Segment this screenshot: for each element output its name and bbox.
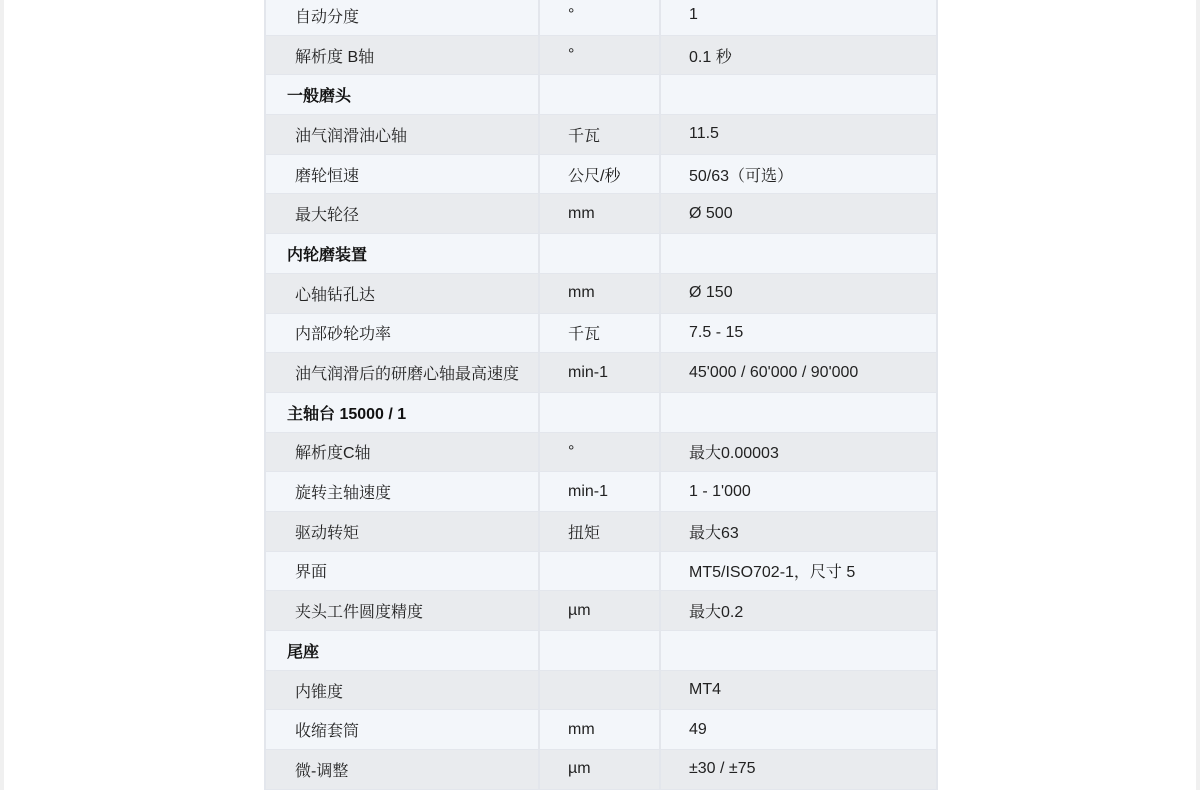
spec-unit-cell [539,670,660,710]
spec-value-cell: MT4 [660,670,937,710]
table-row [265,0,937,35]
spec-name-cell: 磨轮恒速 [265,154,539,194]
spec-name-cell: 旋转主轴速度 [265,472,539,512]
section-title: 一般磨头 [265,75,539,115]
right-page-border [1196,0,1200,790]
table-row [265,432,937,472]
spec-name-cell: 驱动转矩 [265,511,539,551]
spec-name-cell: 内部砂轮功率 [265,313,539,353]
spec-name-cell: 解析度C轴 [265,432,539,472]
table-row [265,273,937,313]
spec-name-cell: 解析度 B轴 [265,35,539,75]
spec-value-cell: MT5/ISO702-1，尺寸 5 [660,551,937,591]
spec-name-cell: 油气润滑油心轴 [265,115,539,155]
table-row [265,115,937,155]
spec-value-cell: 49 [660,710,937,750]
section-header-row [265,631,937,671]
spec-value-cell: 45'000 / 60'000 / 90'000 [660,353,937,393]
spec-value-cell: 50/63（可选） [660,154,937,194]
specifications-table [264,0,938,790]
table-row [265,511,937,551]
table-row [265,154,937,194]
spec-value-cell [660,392,937,432]
section-title: 尾座 [265,631,539,671]
spec-name-cell: 夹头工件圆度精度 [265,591,539,631]
spec-value-cell [660,75,937,115]
table-row [265,551,937,591]
spec-unit-cell: 千瓦 [539,313,660,353]
spec-unit-cell: µm [539,750,660,790]
table-row [265,591,937,631]
spec-value-cell: 最大63 [660,511,937,551]
table-row [265,710,937,750]
spec-unit-cell: min-1 [539,353,660,393]
spec-unit-cell: µm [539,591,660,631]
spec-name-cell: 内锥度 [265,670,539,710]
spec-unit-cell: ° [539,432,660,472]
spec-unit-cell [539,234,660,274]
table-row [265,313,937,353]
spec-value-cell: 最大0.2 [660,591,937,631]
table-row [265,670,937,710]
spec-value-cell [660,631,937,671]
table-row [265,35,937,75]
spec-value-cell: ±30 / ±75 [660,750,937,790]
spec-unit-cell: 公尺/秒 [539,154,660,194]
left-page-border [0,0,4,790]
spec-name-cell: 微-调整 [265,750,539,790]
spec-name-cell: 最大轮径 [265,194,539,234]
spec-unit-cell [539,551,660,591]
spec-unit-cell [539,392,660,432]
section-header-row [265,234,937,274]
spec-value-cell: 1 - 1'000 [660,472,937,512]
spec-unit-cell: ° [539,35,660,75]
spec-value-cell: Ø 150 [660,273,937,313]
spec-unit-cell: mm [539,710,660,750]
spec-value-cell: 1 [660,0,937,35]
specifications-table-body [265,0,937,789]
section-header-row [265,392,937,432]
section-title: 内轮磨装置 [265,234,539,274]
spec-unit-cell: min-1 [539,472,660,512]
spec-name-cell: 界面 [265,551,539,591]
table-row [265,472,937,512]
spec-unit-cell [539,631,660,671]
table-row [265,194,937,234]
spec-name-cell: 自动分度 [265,0,539,35]
spec-unit-cell: 千瓦 [539,115,660,155]
spec-value-cell: 0.1 秒 [660,35,937,75]
spec-value-cell: Ø 500 [660,194,937,234]
section-header-row [265,75,937,115]
table-row [265,353,937,393]
spec-value-cell [660,234,937,274]
spec-value-cell: 11.5 [660,115,937,155]
table-row [265,750,937,790]
spec-unit-cell: mm [539,273,660,313]
spec-name-cell: 心轴钻孔达 [265,273,539,313]
spec-value-cell: 最大0.00003 [660,432,937,472]
spec-unit-cell [539,75,660,115]
spec-name-cell: 收缩套筒 [265,710,539,750]
spec-unit-cell: 扭矩 [539,511,660,551]
spec-name-cell: 油气润滑后的研磨心轴最高速度 [265,353,539,393]
spec-unit-cell: mm [539,194,660,234]
section-title: 主轴台 15000 / 1 [265,392,539,432]
spec-value-cell: 7.5 - 15 [660,313,937,353]
spec-unit-cell: ° [539,0,660,35]
